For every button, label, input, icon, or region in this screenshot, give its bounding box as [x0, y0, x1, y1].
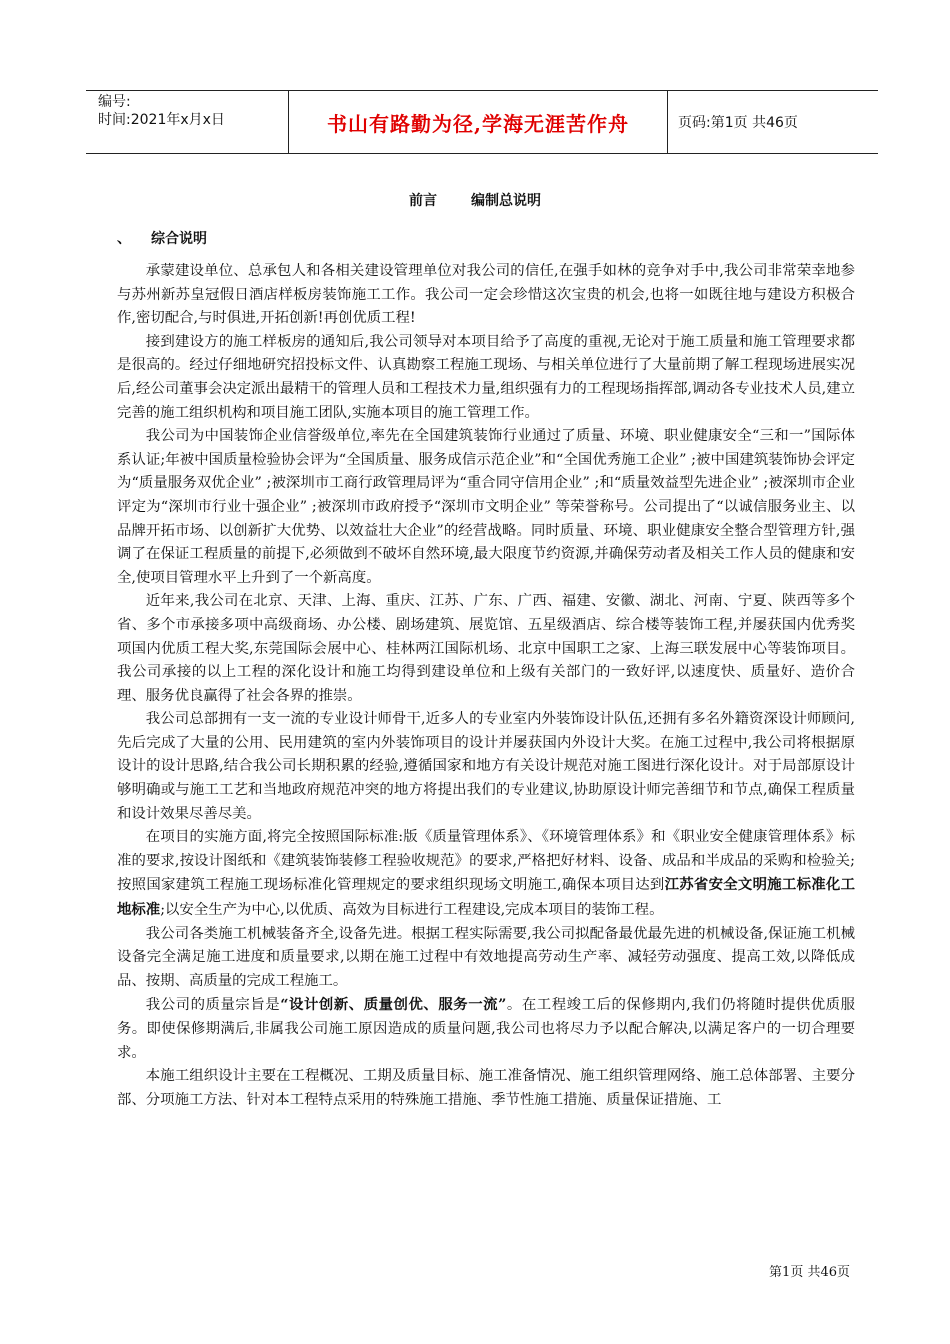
section-number: 、 [117, 231, 131, 247]
page-header [86, 90, 878, 154]
paragraph-text: 。在工程竣工后的保修期内,我们仍将随时提供优质服务。即使保修期满后,非属我公司施工原因造成的质量问题,我公司也将尽力予以配合解决,以满足客户的一切合理要求。 [117, 997, 855, 1061]
body-text [117, 260, 855, 1112]
paragraph: 我公司为中国装饰企业信誉级单位,率先在全国建筑装饰行业通过了质量、环境、职业健康安全“三和一”国际体系认证;年被中国质量检验协会评为“全国质量、服务成信示范企业”和“全国优秀施工企业” ;被中国建筑装饰协会评定为“质量服务双优企业” ;被深圳市工商行政管理局评为“重合同守信用企业” ;和“质量效益型先进企业” ;被深圳市企业评定为“深圳市行业十强企业” ;被深圳市政府授予“深圳市文明企业” 等荣誉称号。公司提出了“以诚信服务业主、以品牌开拓市场、以创新扩大优势、以效益壮大企业”的经营战略。同时质量、环境、职业健康安全整合型管理方针,强调了在保证工程质量的前提下,必须做到不破坏自然环境,最大限度节约资源,并确保劳动者及相关工作人员的健康和安全,使项目管理水平上升到了一个新高度。 [117, 428, 855, 586]
section-title: 综合说明 [151, 231, 207, 247]
title-general-description: 编制总说明 [471, 193, 541, 209]
header-page-label: 页码:第1页 共46页 [678, 115, 798, 131]
bold-quality-motto: “设计创新、质量创优、服务一流” [280, 996, 507, 1014]
bold-standard-text: 江苏省安全文明施工标准化工地标准 [117, 876, 855, 919]
paragraph: 我公司总部拥有一支一流的专业设计师骨干,近多人的专业室内外装饰设计队伍,还拥有多名外籍资深设计师顾问,先后完成了大量的公用、民用建筑的室内外装饰项目的设计并屡获国内外设计大奖。在施工过程中,我公司将根据原设计的设计思路,结合我公司长期积累的经验,遵循国家和地方有关设计规范对施工图进行深化设计。对于局部原设计够明确或与施工工艺和当地政府规范冲突的地方将提出我们的专业建议,协助原设计师完善细节和节点,确保工程质量和设计效果尽善尽美。 [117, 711, 855, 822]
paragraph-text: ;以安全生产为中心,以优质、高效为目标进行工程建设,完成本项目的装饰工程。 [160, 902, 664, 919]
paragraph: 近年来,我公司在北京、天津、上海、重庆、江苏、广东、广西、福建、安徽、湖北、河南、宁夏、陕西等多个省、多个市承接多项中高级商场、办公楼、剧场建筑、展览馆、五星级酒店、综合楼等装饰工程,并屡获国内优秀奖项国内优质工程大奖,东莞国际会展中心、桂林两江国际机场、北京中国职工之家、上海三联发展中心等装饰项目。我公司承接的以上工程的深化设计和施工均得到建设单位和上级有关部门的一致好评,以速度快、质量好、造价合理、服务优良赢得了社会各界的推崇。 [117, 593, 856, 704]
header-page-cell [668, 91, 878, 153]
page-footer: 第1页 共46页 [769, 1265, 850, 1280]
paragraph: 接到建设方的施工样板房的通知后,我公司领导对本项目给予了高度的重视,无论对于施工质量和施工管理要求都是很高的。经过仔细地研究招投标文件、认真勘察工程施工现场、与相关单位进行了大量前期了解工程现场进展实况后,经公司董事会决定派出最精干的管理人员和工程技术力量,组织强有力的工程现场指挥部,调动各专业技术人员,建立完善的施工组织机构和项目施工团队,实施本项目的施工管理工作。 [117, 333, 855, 421]
section-heading [117, 228, 207, 248]
number-label: 编号: [98, 94, 131, 110]
paragraph: 承蒙建设单位、总承包人和各相关建设管理单位对我公司的信任,在强手如林的竞争对手中,我公司非常荣幸地参与苏州新苏皇冠假日酒店样板房装饰施工工作。我公司一定会珍惜这次宝贵的机会,也将一如既往地与建设方积极合作,密切配合,与时俱进,开拓创新!再创优质工程! [117, 263, 855, 327]
title-preface: 前言 [409, 193, 437, 209]
paragraph [117, 993, 855, 1065]
time-label: 时间:2021年x月x日 [98, 112, 225, 128]
paragraph-text: 在项目的实施方面,将完全按照国际标准:版《质量管理体系》、《环境管理体系》和《职业安全健康管理体系》标准的要求,按设计图纸和《建筑装饰装修工程验收规范》的要求,严格把好材料、设备、成品和半成品的采购和检验关;按照国家建筑工程施工现场标准化管理规定的要求组织现场文明施工,确保本项目达到 [117, 829, 855, 894]
header-left-cell [86, 91, 288, 153]
paragraph [117, 826, 855, 922]
header-motto-cell [288, 91, 668, 153]
motto-text: 书山有路勤为径,学海无涯苦作舟 [327, 111, 629, 136]
document-title [0, 190, 950, 210]
paragraph: 我公司各类施工机械装备齐全,设备先进。根据工程实际需要,我公司拟配备最优最先进的机械设备,保证施工机械设备完全满足施工进度和质量要求,以期在施工过程中有效地提高劳动生产率、减轻劳动强度、提高工效,以降低成品、按期、高质量的完成工程施工。 [117, 925, 855, 989]
paragraph: 本施工组织设计主要在工程概况、工期及质量目标、施工准备情况、施工组织管理网络、施工总体部署、主要分部、分项施工方法、针对本工程特点采用的特殊施工措施、季节性施工措施、质量保证措施、工 [117, 1068, 855, 1108]
paragraph-text: 我公司的质量宗旨是 [145, 997, 281, 1014]
